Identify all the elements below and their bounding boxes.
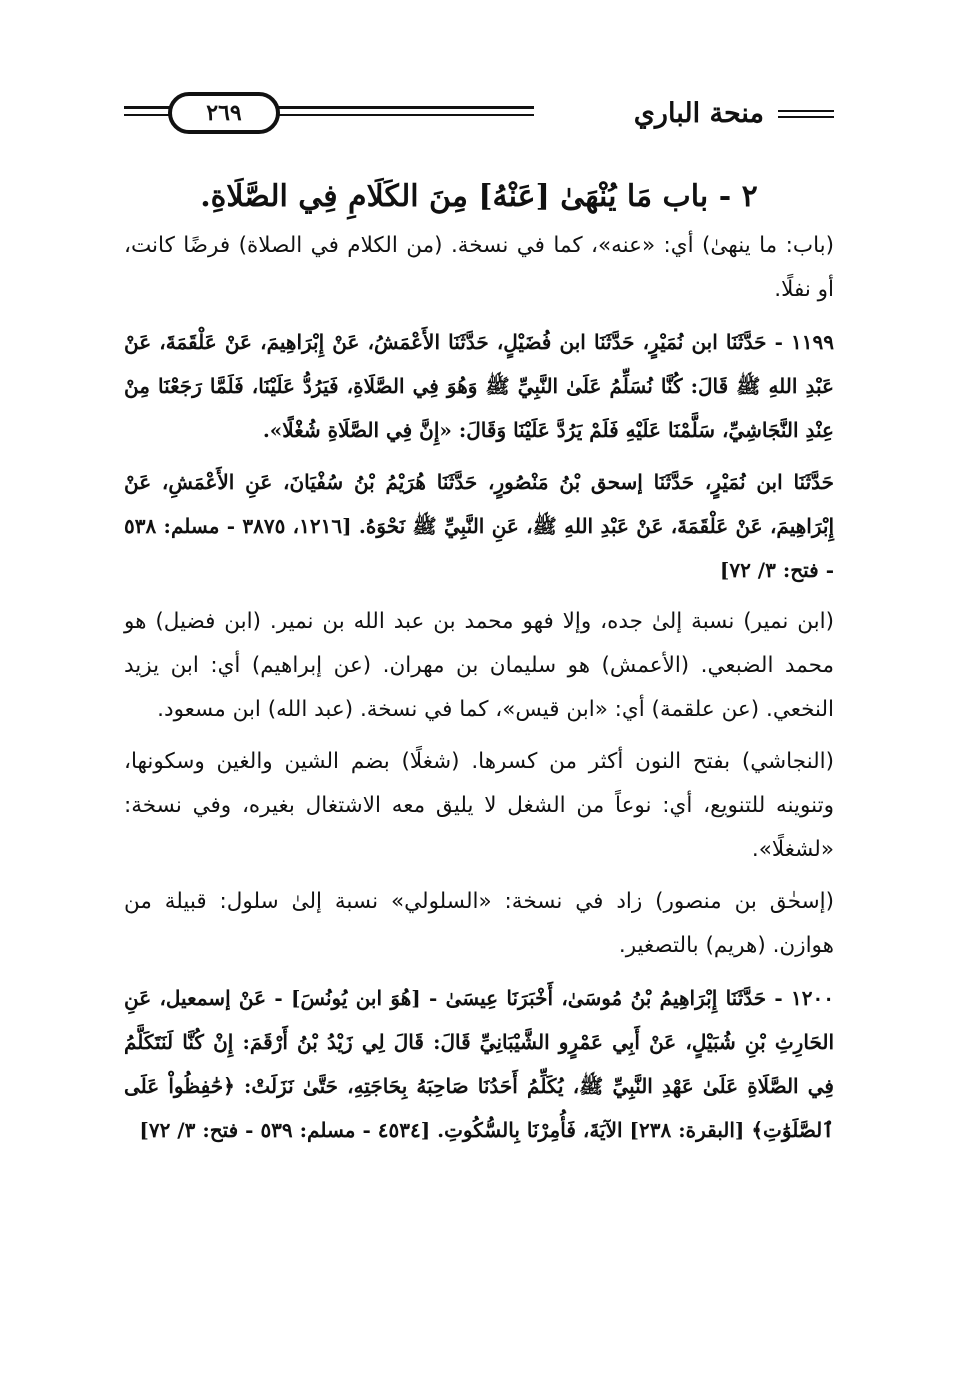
hadith-paragraph: ١١٩٩ - حَدَّثَنَا ابن نُمَيْرٍ، حَدَّثَنَا ابن فُضَيْلٍ، حَدَّثَنَا الأَعْمَشُ، عَنْ إِبْرَاهِيمَ، عَنْ عَلْقَمَةَ، عَنْ عَبْدِ اللهِ ﷺ قَالَ: كُنَّا نُسَلِّمُ عَلَىٰ النَّبِيِّ ﷺ وَهُوَ فِي الصَّلَاةِ، فَيَرُدُّ عَلَيْنَا، فَلَمَّا رَجَعْنَا مِنْ عِنْدِ النَّجَاشِيِّ، سَلَّمْنَا عَلَيْهِ فَلَمْ يَرُدَّ عَلَيْنَا وَقَالَ: «إِنَّ فِي الصَّلَاةِ شُغْلًا».	[124, 330, 834, 442]
commentary-paragraph: (النجاشي) بفتح النون أكثر من كسرها. (شغلًا) بضم الشين والغين وسكونها، وتنوينه للتنويع، أي: نوعاً من الشغل لا يليق معه الاشتغال بغيره، وفي نسخة: «لشغلًا».	[124, 749, 834, 862]
commentary-paragraph: (إسحٰق بن منصور) زاد في نسخة: «السلولي» نسبة إلىٰ سلول: قبيلة من هوازن. (هريم) بالتصغير.	[124, 889, 834, 958]
page-number: ٢٦٩	[168, 92, 280, 134]
commentary-paragraph: (باب: ما ينهىٰ) أي: «عنه»، كما في نسخة. (من الكلام في الصلاة) فرضًا كانت، أو نفلًا.	[124, 233, 834, 302]
book-title: منحة الباري	[633, 98, 764, 129]
hadith-paragraph: ١٢٠٠ - حَدَّثَنَا إِبْرَاهِيمُ بْنُ مُوسَىٰ، أَخْبَرَنَا عِيسَىٰ - [هُوَ ابن يُونُسَ] - عَنْ إسمعيل، عَنِ الحَارِثِ بْنِ شُبَيْلٍ، عَنْ أَبِي عَمْرٍو الشَّيْبَانِيِّ قَالَ: قَالَ لِي زَيْدُ بْنُ أَرْقَمَ: إِنْ كُنَّا لَنَتَكَلَّمُ فِي الصَّلَاةِ عَلَىٰ عَهْدِ النَّبِيِّ ﷺ، يُكَلِّمُ أَحَدُنَا صَاحِبَهُ بِحَاجَتِهِ، حَتَّىٰ نَزَلَتْ: ﴿حَٰفِظُواْ عَلَى ٱلصَّلَوَٰتِ﴾ [البقرة: ٢٣٨] الآيَةَ، فَأُمِرْنَا بِالسُّكُوتِ. [٤٥٣٤ - مسلم: ٥٣٩ - فتح: ٣/ ٧٢]	[124, 986, 834, 1142]
hadith-paragraph: حَدَّثَنَا ابن نُمَيْرٍ، حَدَّثَنَا إسحق بْنُ مَنْصُورٍ، حَدَّثَنَا هُرَيْمُ بْنُ سُفْيَانَ، عَنِ الأَعْمَشِ، عَنْ إِبْرَاهِيمَ، عَنْ عَلْقَمَةَ، عَنْ عَبْدِ اللهِ ﷺ، عَنِ النَّبِيِّ ﷺ نَحْوَهُ. [١٢١٦، ٣٨٧٥ - مسلم: ٥٣٨ - فتح: ٣/ ٧٢]	[124, 470, 835, 582]
commentary-paragraph: (ابن نمير) نسبة إلىٰ جده، وإلا فهو محمد بن عبد الله بن نمير. (ابن فضيل) هو محمد الضبعي. (الأعمش) هو سليمان بن مهران. (عن إبراهيم) أي: ابن يزيد النخعي. (عن علقمة) أي: «ابن قيس»، كما في نسخة. (عبد الله) ابن مسعود.	[124, 609, 834, 722]
page-header	[124, 96, 834, 156]
chapter-title: ٢ - باب مَا يُنْهَىٰ [عَنْهُ] مِنَ الكَلَامِ فِي الصَّلَاةِ.	[200, 179, 758, 214]
header-rule-right	[778, 110, 834, 118]
